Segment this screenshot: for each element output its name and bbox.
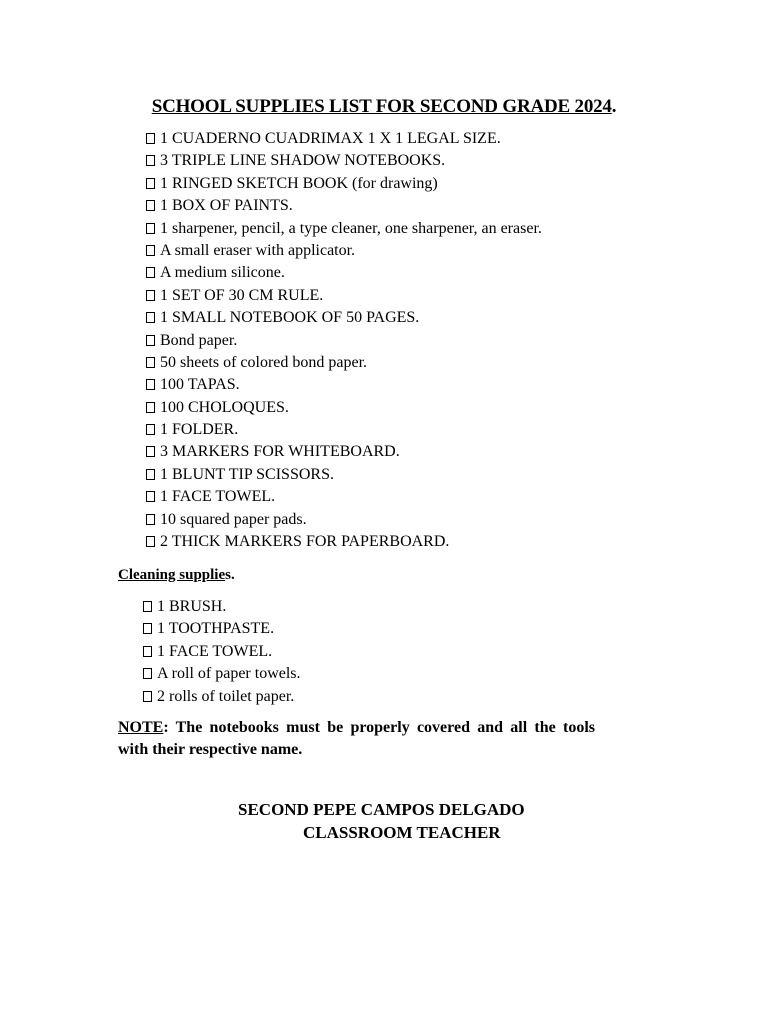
checkbox-icon — [146, 424, 155, 435]
list-item-text: 1 RINGED SKETCH BOOK (for drawing) — [160, 174, 438, 192]
list-item — [143, 618, 301, 640]
list-item — [146, 509, 542, 531]
list-item-text: 1 SET OF 30 CM RULE. — [160, 286, 324, 304]
list-item — [143, 686, 301, 708]
list-item-text: 1 FACE TOWEL. — [160, 488, 276, 506]
checkbox-icon — [146, 357, 155, 368]
list-item — [146, 285, 542, 307]
list-item — [146, 307, 542, 329]
list-item-text: 2 rolls of toilet paper. — [157, 687, 295, 705]
checkbox-icon — [146, 312, 155, 323]
list-item — [146, 218, 542, 240]
list-item — [146, 397, 542, 419]
checkbox-icon — [146, 223, 155, 234]
list-item — [146, 240, 542, 262]
cleaning-heading-end: s. — [225, 567, 235, 583]
list-item-text: 1 SMALL NOTEBOOK OF 50 PAGES. — [160, 309, 420, 327]
list-item — [146, 464, 542, 486]
list-item — [146, 531, 542, 553]
title-period: . — [611, 96, 617, 117]
checkbox-icon — [146, 267, 155, 278]
list-item-text: 1 CUADERNO CUADRIMAX 1 X 1 LEGAL SIZE. — [160, 130, 501, 147]
checkbox-icon — [146, 379, 155, 390]
list-item-text: A small eraser with applicator. — [160, 241, 356, 259]
list-item — [146, 128, 542, 150]
title-text: SCHOOL SUPPLIES LIST FOR SECOND GRADE 2024 — [151, 96, 612, 117]
cleaning-heading-text: Cleaning supplie — [118, 567, 226, 583]
list-item — [146, 150, 542, 172]
checkbox-icon — [146, 491, 155, 502]
note-paragraph — [118, 717, 595, 761]
list-item — [146, 262, 542, 284]
checkbox-icon — [146, 335, 155, 346]
checkbox-icon — [143, 646, 152, 657]
list-item-text: 1 BRUSH. — [157, 598, 227, 615]
list-item-text: 1 FOLDER. — [160, 421, 239, 439]
checkbox-icon — [146, 200, 155, 211]
checkbox-icon — [146, 514, 155, 525]
list-item — [146, 352, 542, 374]
list-item — [143, 641, 301, 663]
list-item — [146, 195, 542, 217]
list-item-text: 3 TRIPLE LINE SHADOW NOTEBOOKS. — [160, 152, 446, 170]
list-item-text: 100 TAPAS. — [160, 376, 240, 394]
teacher-role: CLASSROOM TEACHER — [303, 823, 501, 842]
checkbox-icon — [146, 133, 155, 144]
list-item-text: Bond paper. — [160, 331, 238, 349]
list-item — [146, 173, 542, 195]
checkbox-icon — [143, 601, 152, 612]
list-item-text: 1 sharpener, pencil, a type cleaner, one sharpener, an eraser. — [160, 219, 542, 237]
list-item — [146, 486, 542, 508]
checkbox-icon — [146, 155, 155, 166]
page-title — [0, 96, 768, 118]
checkbox-icon — [146, 178, 155, 189]
list-item-text: 1 BOX OF PAINTS. — [160, 197, 293, 215]
list-item-text: 2 THICK MARKERS FOR PAPERBOARD. — [160, 533, 450, 551]
checkbox-icon — [143, 623, 152, 634]
list-item-text: 10 squared paper pads. — [160, 510, 307, 528]
list-item — [146, 441, 542, 463]
list-item — [146, 419, 542, 441]
note-text: : The notebooks must be properly covered and all the tools with their respective name. — [118, 719, 595, 758]
checkbox-icon — [143, 668, 152, 679]
checkbox-icon — [146, 536, 155, 547]
list-item-text: 50 sheets of colored bond paper. — [160, 353, 368, 371]
list-item-text: A roll of paper towels. — [157, 665, 301, 683]
teacher-name: SECOND PEPE CAMPOS DELGADO — [238, 800, 525, 819]
list-item-text: 3 MARKERS FOR WHITEBOARD. — [160, 443, 400, 461]
checkbox-icon — [146, 290, 155, 301]
cleaning-heading — [118, 567, 235, 584]
list-item — [146, 330, 542, 352]
cleaning-list — [143, 596, 301, 708]
list-item — [143, 663, 301, 685]
note-label: NOTE — [118, 719, 164, 736]
list-item-text: 1 BLUNT TIP SCISSORS. — [160, 465, 334, 483]
checkbox-icon — [146, 402, 155, 413]
checkbox-icon — [146, 446, 155, 457]
checkbox-icon — [146, 245, 155, 256]
list-item — [146, 374, 542, 396]
checkbox-icon — [146, 469, 155, 480]
list-item — [143, 596, 301, 618]
list-item-text: A medium silicone. — [160, 264, 285, 282]
list-item-text: 100 CHOLOQUES. — [160, 398, 289, 416]
list-item-text: 1 FACE TOWEL. — [157, 642, 273, 660]
checkbox-icon — [143, 691, 152, 702]
supplies-list — [146, 128, 542, 553]
list-item-text: 1 TOOTHPASTE. — [157, 620, 275, 638]
